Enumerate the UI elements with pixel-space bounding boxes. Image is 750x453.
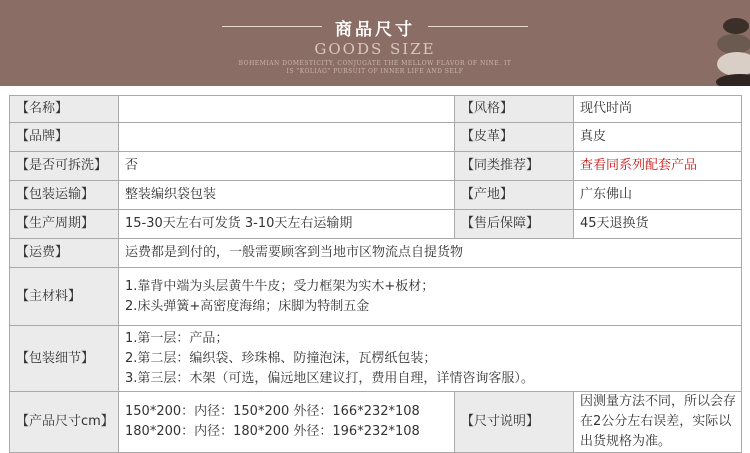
table-row	[10, 181, 742, 210]
name-value	[119, 96, 455, 123]
after-sales-value: 45天退换货	[574, 210, 742, 239]
header-tagline-1: BOHEMIAN DOMESTICITY, CONJUGATE THE MELLOW FLAVOR OF NINE. IT	[238, 60, 512, 67]
production-period-label: 【生产周期】	[10, 210, 119, 239]
table-row	[10, 123, 742, 152]
materials-line: 2.床头弹簧+高密度海绵；床脚为特制五金	[125, 298, 370, 314]
packaging-value	[119, 326, 742, 392]
shipping-value: 运费都是到付的，一般需要顾客到当地市区物流点自提货物	[119, 239, 742, 268]
table-row	[10, 96, 742, 123]
packaging-label: 【包装细节】	[10, 326, 119, 392]
recommend-label: 【同类推荐】	[455, 152, 574, 181]
size-note-line: 出货规格为准。	[580, 434, 672, 449]
size-note-label: 【尺寸说明】	[455, 392, 574, 453]
materials-line: 1.靠背中端为头层黄牛牛皮；受力框架为实木+板材；	[125, 278, 435, 294]
header-title-en: GOODS SIZE	[314, 40, 436, 58]
header-tagline-2: IS "KOLIAG" PURSUIT OF INNER LIFE AND SELF	[286, 68, 464, 75]
packing-label: 【包装运输】	[10, 181, 119, 210]
header-banner	[0, 0, 750, 86]
packaging-line: 1.第一层：产品；	[125, 330, 229, 346]
materials-value	[119, 268, 742, 326]
packaging-line: 3.第三层：木架（可选，偏远地区建议打，费用自理，详情咨询客服）。	[125, 370, 534, 386]
style-value: 现代时尚	[574, 96, 742, 123]
leather-value: 真皮	[574, 123, 742, 152]
size-note-value	[574, 392, 742, 453]
brand-label: 【品牌】	[10, 123, 119, 152]
table-row	[10, 239, 742, 268]
size-line: 150*200：内径：150*200 外径：166*232*108	[125, 404, 420, 419]
recommend-link[interactable]: 查看同系列配套产品	[574, 152, 742, 181]
brand-value	[119, 123, 455, 152]
table-row	[10, 152, 742, 181]
table-row	[10, 326, 742, 392]
washable-value: 否	[119, 152, 455, 181]
table-row	[10, 210, 742, 239]
size-note-line: 因测量方法不同，所以会存	[580, 394, 737, 409]
materials-label: 【主材料】	[10, 268, 119, 326]
stones-decoration	[690, 0, 750, 86]
style-label: 【风格】	[455, 96, 574, 123]
shipping-label: 【运费】	[10, 239, 119, 268]
name-label: 【名称】	[10, 96, 119, 123]
packaging-line: 2.第二层：编织袋、珍珠棉、防撞泡沫，瓦楞纸包装；	[125, 350, 437, 366]
washable-label: 【是否可拆洗】	[10, 152, 119, 181]
size-value	[119, 392, 455, 453]
packing-value: 整装编织袋包装	[119, 181, 455, 210]
header-title-cn: 商品尺寸	[335, 20, 415, 40]
size-line: 180*200：内径：180*200 外径：196*232*108	[125, 424, 420, 439]
table-row	[10, 268, 742, 326]
product-info-table	[9, 95, 742, 453]
production-period-value: 15-30天左右可发货 3-10天左右运输期	[119, 210, 455, 239]
size-label: 【产品尺寸cm】	[10, 392, 119, 453]
size-note-line: 在2公分左右误差，实际以	[580, 414, 732, 429]
after-sales-label: 【售后保障】	[455, 210, 574, 239]
origin-value: 广东佛山	[574, 181, 742, 210]
table-row	[10, 392, 742, 453]
leather-label: 【皮革】	[455, 123, 574, 152]
origin-label: 【产地】	[455, 181, 574, 210]
